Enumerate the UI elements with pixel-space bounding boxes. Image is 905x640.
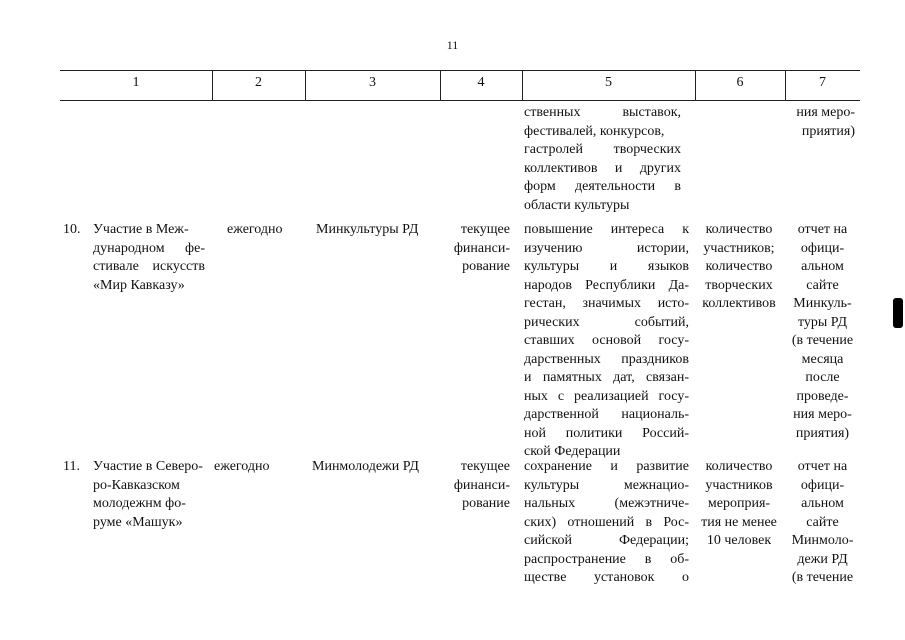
result-cell: повышение интереса к изучению истории, культуры и языков народов Республики Да- гестан, значимых исто- рических событий, ставших основой госу- дарственных праздников и памятных дат, связан- ных с реализацией госу- дарственной националь- ной политики Россий- ской Федерации [524, 222, 689, 459]
table-top-border [60, 70, 860, 71]
report-cell: отчет на офици- альном сайте Минкуль- туры РД (в течение месяца после проведе- ния меро- приятия) [791, 222, 854, 441]
funding-cell: текущее финанси- рование [453, 459, 510, 511]
result-cell: сохранение и развитие культуры межнацио- нальных (межэтниче- ских) отношений в Рос- сийской Федерации; распространение в об- ществе установок о [524, 459, 689, 585]
column-header-7: 7 [819, 75, 826, 90]
row-number: 10. [63, 222, 81, 237]
event-cell: Участие в Меж- дународном фе- стивале искусств «Мир Кавказу» [93, 222, 205, 293]
executor-cell: Минмолодежи РД [312, 459, 419, 474]
column-header-3: 3 [369, 75, 376, 90]
column-header-5: 5 [605, 75, 612, 90]
indicator-cell: количество участников мероприя- тия не менее 10 человек [701, 459, 777, 548]
column-header-2: 2 [255, 75, 262, 90]
event-cell: Участие в Северо- ро-Кавказском молодежнм фо- руме «Машук» [93, 459, 203, 530]
column-header-6: 6 [736, 75, 744, 90]
scan-artifact [893, 298, 903, 328]
report-cell: отчет на офици- альном сайте Минмоло- дежи РД (в течение [791, 459, 854, 585]
page-number: 11 [446, 38, 459, 52]
period-cell: ежегодно [227, 222, 283, 237]
row-number: 11. [63, 459, 80, 474]
period-cell: ежегодно [214, 459, 270, 474]
column-header-4: 4 [477, 75, 485, 90]
continuation-result-cell: ственных выставок, фестивалей, конкурсов, гастролей творческих коллективов и других форм деятельности в области культуры [524, 105, 681, 213]
column-header-1: 1 [132, 75, 140, 90]
funding-cell: текущее финанси- рование [453, 222, 510, 274]
header-bottom-border [60, 100, 860, 101]
executor-cell: Минкультуры РД [316, 222, 419, 237]
indicator-cell: количество участников; количество творческих коллективов [702, 222, 776, 311]
continuation-report-cell: ния меро- приятия) [796, 105, 855, 139]
